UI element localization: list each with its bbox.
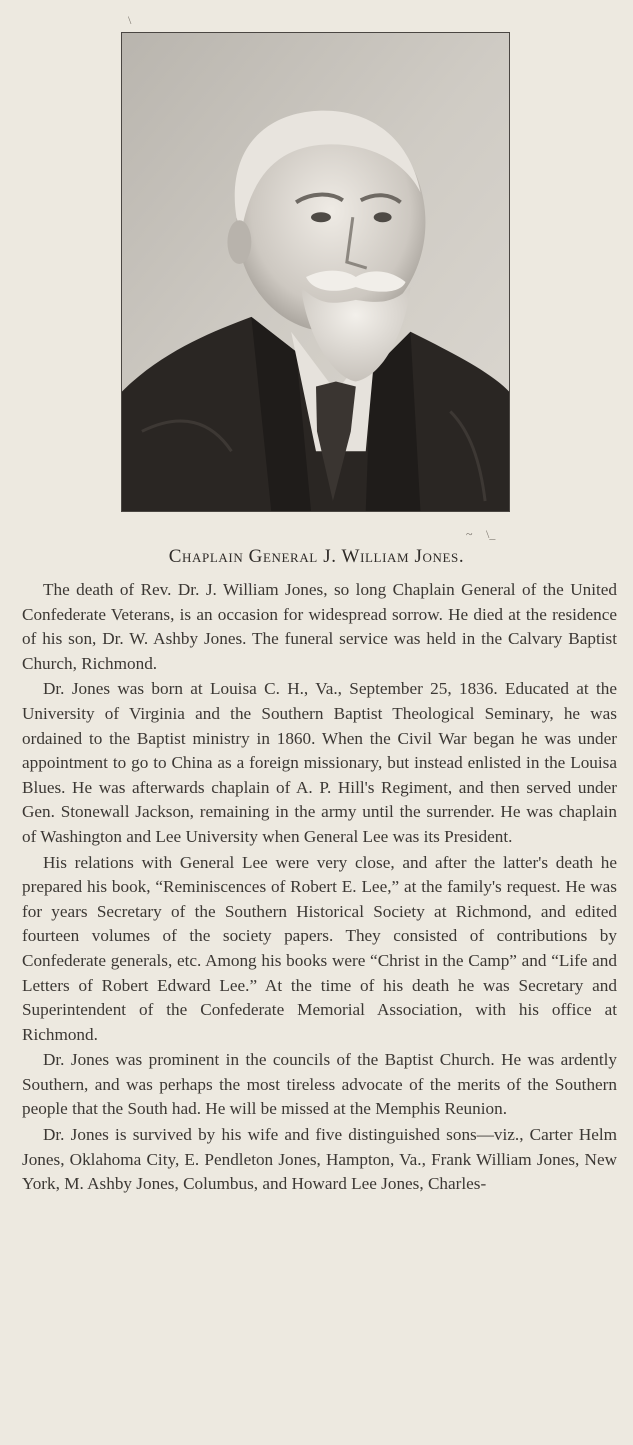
paragraph: The death of Rev. Dr. J. William Jones, so long Chaplain General of the United Confederate Veterans, is an occasion for widespread sorrow. He died at the residence of his son, Dr. W. Ashby Jones. The funeral service was held in the Calvary Baptist Church, Richmond. — [22, 580, 617, 673]
print-speck: \ — [128, 13, 132, 27]
paragraph: His relations with General Lee were very close, and after the latter's death he prepared his book, “Reminiscences of Robert E. Lee,” at the family's request. He was for years Secretary of the Southern Historical Society at Richmond, and edited fourteen volumes of the society papers. They consisted of contributions by Confederate generals, etc. Among his books were “Christ in the Camp” and “Life and Letters of Robert Edward Lee.” At the time of his death he was Secretary and Superintendent of the Confederate Memorial Association, with his office at Richmond. — [22, 852, 617, 1044]
photo-caption: Chaplain General J. William Jones. — [168, 546, 465, 567]
print-speck: \_ — [486, 527, 496, 541]
print-speck: ~ — [466, 527, 473, 541]
paragraph: Dr. Jones is survived by his wife and five distinguished sons—viz., Carter Helm Jones, Oklahoma City, E. Pendleton Jones, Hampton, Va., Frank William Jones, New York, M. Ashby Jones, Columbus, and Howard Lee Jones, Charles- — [22, 1125, 617, 1194]
paragraph: Dr. Jones was prominent in the councils of the Baptist Church. He was ardently Southern, and was perhaps the most tireless advocate of the merits of the Southern people that the South had. He will be missed at the Memphis Reunion. — [22, 1050, 617, 1119]
paragraph: Dr. Jones was born at Louisa C. H., Va., September 25, 1836. Educated at the University of Virginia and the Southern Baptist Theological Seminary, he was ordained to the Baptist ministry in 1860. When the Civil War began he was under appointment to go to China as a foreign missionary, but instead enlisted in the Louisa Blues. He was afterwards chaplain of A. P. Hill's Regiment, and then served under Gen. Stonewall Jackson, remaining in the army until the surrender. He was chaplain of Washington and Lee University when General Lee was its President. — [22, 679, 617, 846]
obituary-article — [22, 578, 617, 1198]
portrait-photo — [121, 32, 510, 512]
